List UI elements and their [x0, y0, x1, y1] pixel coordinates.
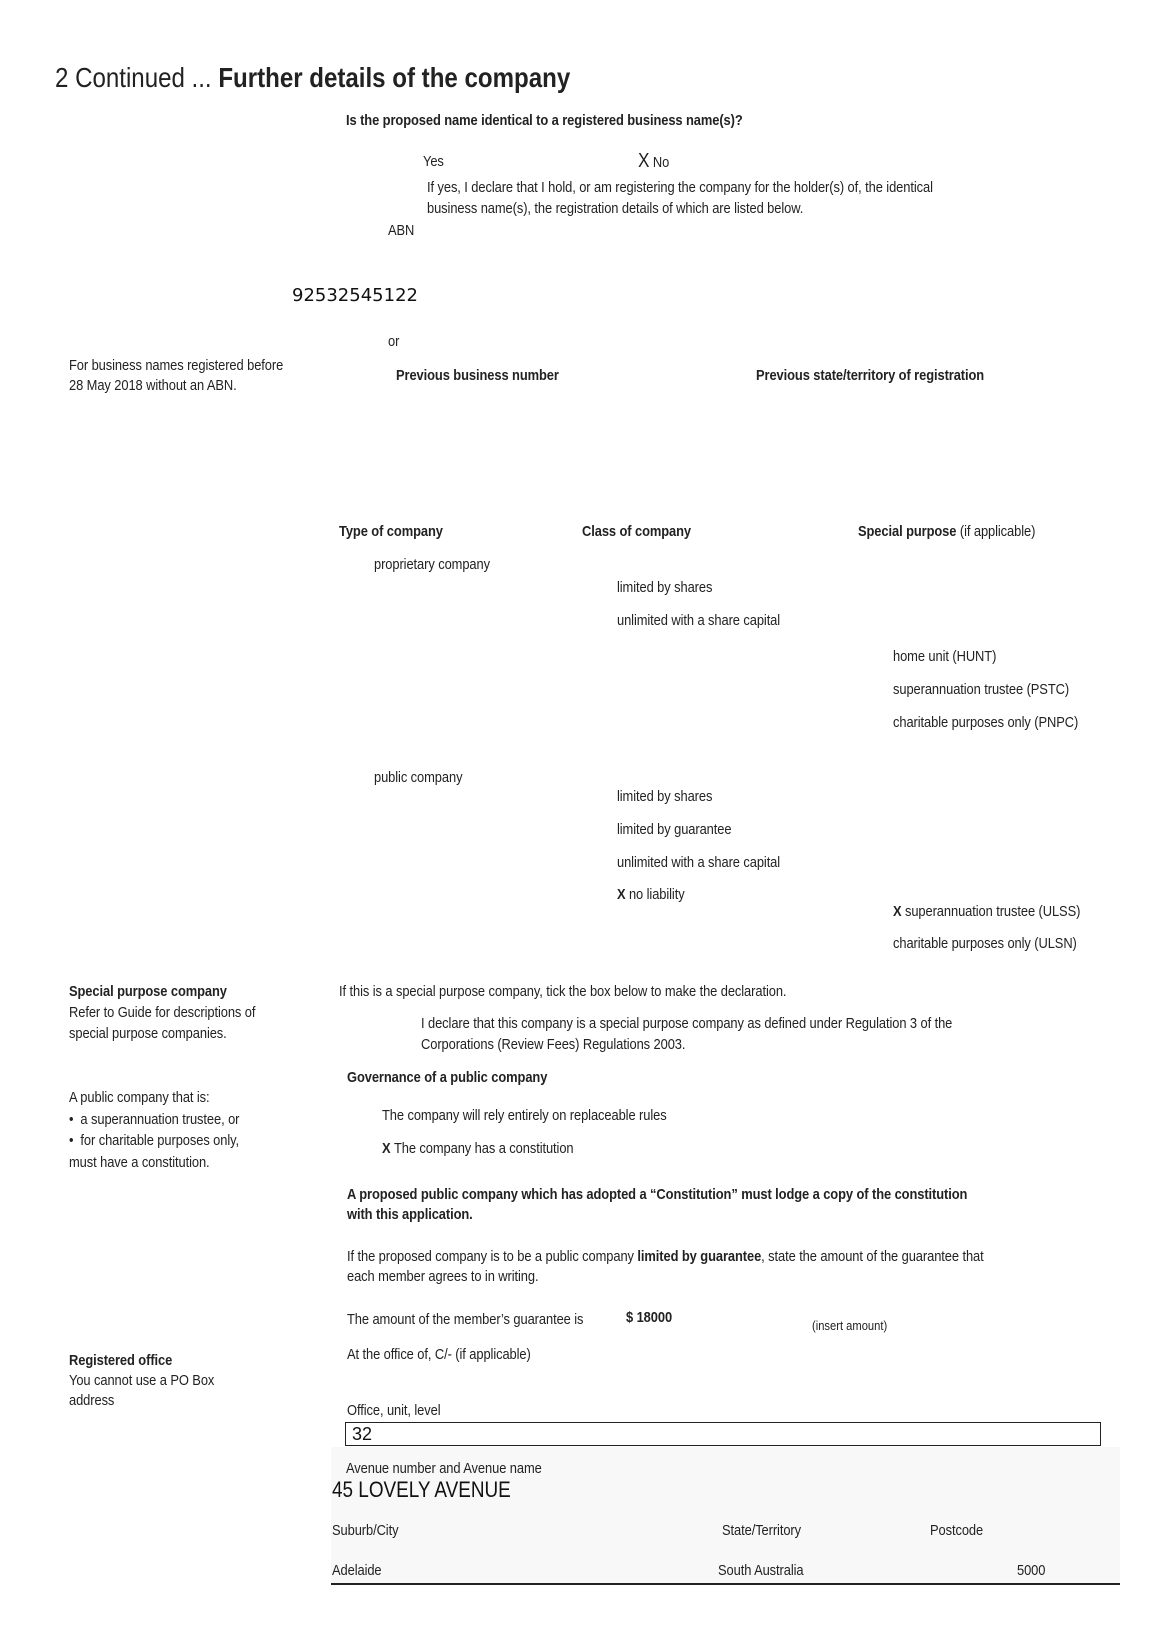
special-pstc[interactable]: superannuation trustee (PSTC) [893, 681, 1070, 698]
abn-label: ABN [388, 222, 415, 239]
postcode-field[interactable]: 5000 [1017, 1562, 1046, 1579]
option-has-constitution-label: The company has a constitution [393, 1140, 574, 1157]
guarantee-post: , state the amount of the guarantee that [761, 1248, 984, 1265]
class-public-unlimited[interactable]: unlimited with a share capital [617, 854, 781, 871]
type-public[interactable]: public company [374, 769, 463, 786]
registered-office-side-title: Registered office [69, 1352, 173, 1369]
constitution-notice-line-2: with this application. [347, 1206, 473, 1223]
special-purpose-instruction: If this is a special purpose company, tick the box below to make the declaration. [339, 983, 787, 1000]
special-purpose-header-suffix: (if applicable) [959, 523, 1036, 540]
state-field[interactable]: South Australia [718, 1562, 804, 1579]
class-of-company-header: Class of company [582, 523, 692, 540]
bullet-text: a superannuation trustee, or [80, 1111, 240, 1128]
bullet-text: for charitable purposes only, [80, 1132, 240, 1149]
special-purpose-side-line-2: special purpose companies. [69, 1025, 227, 1042]
side-note-line-1: For business names registered before [69, 357, 284, 374]
side-note-line-2: 28 May 2018 without an ABN. [69, 377, 237, 394]
suburb-label: Suburb/City [332, 1522, 399, 1539]
special-purpose-header-label: Special purpose [858, 523, 957, 540]
check-mark-icon: X [893, 903, 902, 920]
governance-side-bullet-1: • a superannuation trustee, or [69, 1111, 240, 1128]
option-replaceable-rules[interactable]: The company will rely entirely on replaceable rules [382, 1107, 667, 1124]
suburb-field[interactable]: Adelaide [332, 1562, 382, 1579]
option-no[interactable] [638, 150, 669, 173]
special-hunt[interactable]: home unit (HUNT) [893, 648, 997, 665]
special-purpose-declaration-line-2: Corporations (Review Fees) Regulations 2003. [421, 1036, 686, 1053]
office-unit-level-label: Office, unit, level [347, 1402, 441, 1419]
office-unit-level-input[interactable] [345, 1422, 1101, 1446]
previous-business-number-label: Previous business number [396, 367, 559, 384]
or-label: or [388, 333, 400, 350]
governance-side-intro: A public company that is: [69, 1089, 210, 1106]
option-no-label: No [652, 154, 670, 171]
office-unit-level-value: 32 [352, 1424, 373, 1444]
option-yes-label: Yes [423, 153, 444, 170]
special-pnpc[interactable]: charitable purposes only (PNPC) [893, 714, 1079, 731]
special-ulss-label: superannuation trustee (ULSS) [904, 903, 1081, 920]
special-purpose-header [858, 523, 1035, 540]
state-label: State/Territory [722, 1522, 802, 1539]
governance-side-outro: must have a constitution. [69, 1154, 210, 1171]
registered-office-side-line-2: address [69, 1392, 115, 1409]
registered-office-side-line-1: You cannot use a PO Box [69, 1372, 215, 1389]
option-has-constitution[interactable] [382, 1140, 574, 1157]
special-purpose-side-line-1: Refer to Guide for descriptions of [69, 1004, 256, 1021]
guarantee-pre: If the proposed company is to be a public company [347, 1248, 638, 1265]
check-mark-icon: X [617, 886, 626, 903]
special-ulsn[interactable]: charitable purposes only (ULSN) [893, 935, 1077, 952]
abn-field[interactable]: 92532545122 [292, 285, 418, 306]
guarantee-amount-hint: (insert amount) [812, 1318, 888, 1333]
guarantee-instruction-line-1 [347, 1248, 984, 1265]
care-of-label[interactable]: At the office of, C/- (if applicable) [347, 1346, 531, 1363]
class-public-limited-by-guarantee[interactable]: limited by guarantee [617, 821, 732, 838]
title-prefix: 2 Continued ... [55, 62, 219, 93]
special-ulss[interactable] [893, 903, 1080, 920]
class-proprietary-limited-by-shares[interactable]: limited by shares [617, 579, 713, 596]
postcode-label: Postcode [930, 1522, 984, 1539]
title-main: Further details of the company [218, 62, 571, 93]
guarantee-bold: limited by guarantee [637, 1248, 762, 1265]
type-proprietary[interactable]: proprietary company [374, 556, 490, 573]
previous-state-label: Previous state/territory of registration [756, 367, 985, 384]
option-yes[interactable] [423, 153, 444, 170]
special-purpose-side-title: Special purpose company [69, 983, 227, 1000]
check-mark-icon: X [638, 150, 650, 172]
business-name-question: Is the proposed name identical to a registered business name(s)? [346, 112, 743, 129]
class-proprietary-unlimited[interactable]: unlimited with a share capital [617, 612, 781, 629]
guarantee-instruction-line-2: each member agrees to in writing. [347, 1268, 539, 1285]
page-title [55, 62, 570, 94]
constitution-notice-line-1: A proposed public company which has adopted a “Constitution” must lodge a copy of the constitution [347, 1186, 968, 1203]
guarantee-amount-field[interactable]: $ 18000 [626, 1309, 673, 1326]
class-public-no-liability-label: no liability [628, 886, 685, 903]
special-purpose-declaration-line-1[interactable]: I declare that this company is a special purpose company as defined under Regulation 3 of the [421, 1015, 953, 1032]
check-mark-icon: X [382, 1140, 391, 1157]
street-field[interactable]: 45 LOVELY AVENUE [332, 1477, 511, 1502]
class-public-no-liability[interactable] [617, 886, 685, 903]
guarantee-amount-label: The amount of the member’s guarantee is [347, 1311, 584, 1328]
declaration-line-2: business name(s), the registration details of which are listed below. [427, 200, 804, 217]
declaration-line-1: If yes, I declare that I hold, or am registering the company for the holder(s) of, the identical [427, 179, 933, 196]
governance-title: Governance of a public company [347, 1069, 548, 1086]
class-public-limited-by-shares[interactable]: limited by shares [617, 788, 713, 805]
street-label: Avenue number and Avenue name [346, 1460, 542, 1477]
type-of-company-header: Type of company [339, 523, 443, 540]
governance-side-bullet-2: • for charitable purposes only, [69, 1132, 240, 1149]
